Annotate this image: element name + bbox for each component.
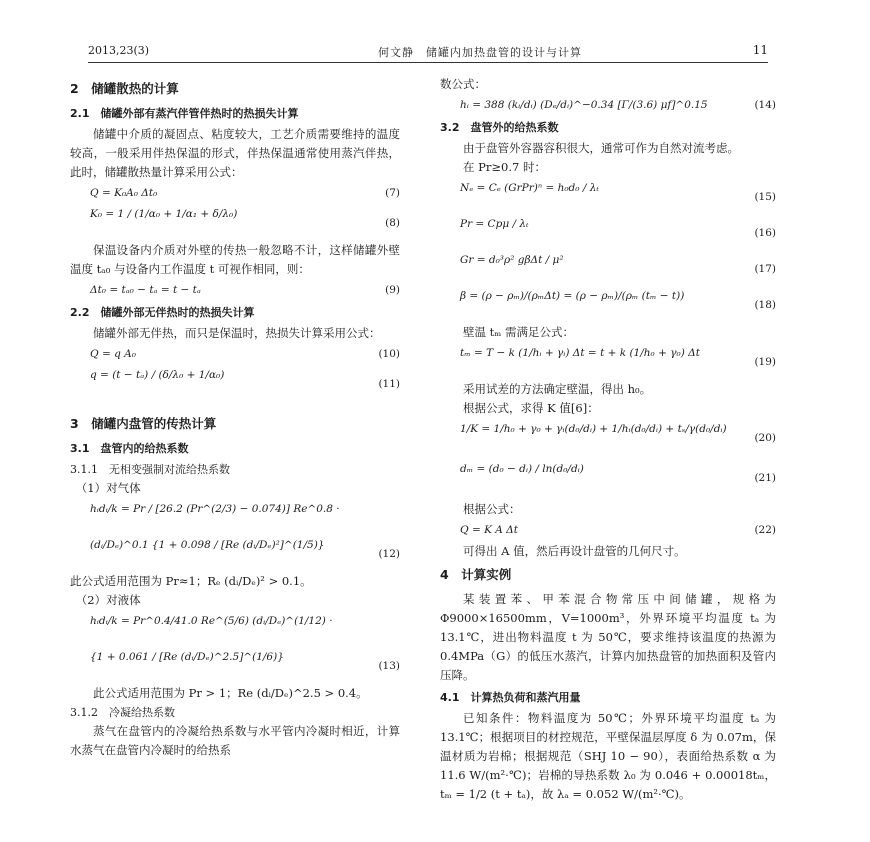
paragraph: 可得出 A 值，然后再设计盘管的几何尺寸。 — [463, 544, 686, 558]
left-column — [70, 75, 400, 760]
text-line: （1）对气体 — [70, 481, 141, 495]
equation-body: Q = K A Δt — [460, 524, 518, 536]
equation — [70, 184, 400, 203]
equation-body: Q = q A₀ — [90, 348, 136, 360]
equation — [440, 179, 776, 213]
equation-number: (8) — [385, 217, 400, 229]
equation — [70, 366, 400, 400]
section-heading: 3 储罐内盘管的传热计算 — [70, 416, 217, 431]
paragraph: 储罐外部无伴热，而只是保温时，热损失计算采用公式： — [93, 326, 381, 340]
equation — [70, 500, 400, 534]
section-heading: 4 计算实例 — [440, 567, 512, 582]
equation-body: Pr = Cpμ / λₜ — [460, 218, 529, 230]
equation-number: (10) — [378, 348, 400, 360]
equation-body: Gr = d₀³ρ² gβΔt / μ² — [460, 254, 564, 266]
paragraph: 此公式适用范围为 Pr > 1；Re (dᵢ/Dₑ)^2.5 > 0.4。 — [93, 686, 368, 700]
subsection-heading: 4.1 计算热负荷和蒸汽用量 — [440, 691, 581, 704]
equation-number: (15) — [754, 191, 776, 203]
right-column — [440, 75, 776, 804]
equation — [70, 612, 400, 646]
equation-body: Nₑ = Cₑ (GrPr)ⁿ = h₀d₀ / λₜ — [460, 182, 599, 194]
equation-number: (11) — [378, 378, 400, 390]
spacer — [70, 402, 400, 410]
equation-body: (dᵢ/Dₑ)^0.1 {1 + 0.098 / [Re (dᵢ/Dₑ)²]^(1/5)} — [90, 539, 325, 551]
paragraph: 由于盘管外容器容积很大，通常可作为自然对流考虑。 — [463, 141, 739, 155]
running-title: 何文静 储罐内加热盘管的设计与计算 — [378, 46, 582, 59]
equation-number: (21) — [754, 472, 776, 484]
subsection-heading: 2.2 储罐外部无伴热时的热损失计算 — [70, 306, 255, 319]
equation-number: (16) — [754, 227, 776, 239]
equation-number: (22) — [754, 524, 776, 536]
equation-number: (7) — [385, 187, 400, 199]
equation-number: (9) — [385, 284, 400, 296]
equation-body: Q = K₀A₀ Δt₀ — [90, 187, 158, 199]
paragraph: 根据公式： — [463, 502, 521, 516]
equation-number: (20) — [754, 432, 776, 444]
paragraph: 储罐中介质的凝固点、粘度较大，工艺介质需要维持的温度较高，一般采用伴热保温的形式，伴热保温通常使用蒸汽伴热，此时，储罐散热量计算采用公式： — [70, 127, 400, 179]
equation-number: (17) — [754, 263, 776, 275]
equation-body: hᵢdᵢ/k = Pr / [26.2 (Pr^(2/3) − 0.074)] Re^0.8 · — [90, 503, 340, 515]
subsection-heading: 3.1 盘管内的给热系数 — [70, 442, 189, 455]
equation — [70, 205, 400, 239]
journal-issue: 2013,23(3) — [88, 44, 150, 57]
equation-body: K₀ = 1 / (1/α₀ + 1/α₁ + δ/λ₀) — [90, 208, 238, 220]
equation-body: {1 + 0.061 / [Re (dᵢ/Dₑ)^2.5]^(1/6)} — [90, 651, 284, 663]
subsection-heading: 2.1 储罐外部有蒸汽伴管伴热时的热损失计算 — [70, 107, 299, 120]
subsubsection-heading: 3.1.2 冷凝给热系数 — [70, 706, 175, 719]
equation-body: hᵢ = 388 (kᵢ/dᵢ) (Dₑ/dᵢ)^−0.34 [Γ/(3.6) μf]^0.15 — [460, 99, 708, 111]
text-line: 数公式： — [440, 77, 486, 91]
equation — [440, 460, 776, 498]
equation — [70, 281, 400, 300]
equation-body: q = (t − tₐ) / (δ/λ₀ + 1/α₀) — [90, 369, 225, 381]
equation — [440, 215, 776, 249]
equation-body: β = (ρ − ρₘ)/(ρₘΔt) = (ρ − ρₘ)/(ρₘ (tₘ − t)) — [460, 290, 685, 302]
text-line: （2）对液体 — [70, 593, 141, 607]
equation — [440, 287, 776, 321]
equation — [440, 96, 776, 115]
paragraph: 在 Pr≥0.7 时： — [463, 160, 546, 174]
equation-number: (13) — [378, 660, 400, 672]
paragraph: 蒸气在盘管内的冷凝给热系数与水平管内冷凝时相近，计算水蒸气在盘管内冷凝时的给热系 — [70, 724, 400, 757]
equation-body: tₘ = T − k (1/hᵢ + γᵢ) Δt = t + k (1/h₀ + γ₀) Δt — [460, 347, 700, 359]
paragraph: 根据公式，求得 K 值[6]： — [463, 401, 599, 415]
paragraph: 某装置苯、甲苯混合物常压中间储罐，规格为 Φ9000×16500mm，V=1000m³，外界环境平均温度 tₐ 为 13.1℃，进出物料温度 t 为 50℃，要求维持该温度的热源为 0.4MPa（G）的低压水蒸汽，计算内加热盘管的加热面积及管内压降。 — [440, 592, 776, 682]
paragraph: 已知条件：物料温度为 50℃；外界环境平均温度 tₐ 为 13.1℃；根据项目的材控规范，平壁保温层厚度 δ 为 0.07m，保温材质为岩棉；根据规范（SHJ 10 − 90），表面给热系数 α 为 11.6 W/(m²·℃)；岩棉的导热系数 λ₀ 为 0.046 + 0.00018tₘ，tₘ = 1/2 (t + tₐ)，故 λₐ = 0.052 W/(m²·℃)。 — [440, 711, 776, 801]
equation — [440, 420, 776, 458]
equation-body: dₘ = (d₀ − dᵢ) / ln(d₀/dᵢ) — [460, 463, 584, 475]
subsection-heading: 3.2 盘管外的给热系数 — [440, 121, 559, 134]
section-heading: 2 储罐散热的计算 — [70, 81, 179, 96]
page-number: 11 — [752, 43, 768, 57]
equation-number: (14) — [754, 99, 776, 111]
equation — [440, 344, 776, 378]
equation — [440, 251, 776, 285]
paragraph: 保温设备内介质对外壁的传热一般忽略不计，这样储罐外壁温度 tₐ₀ 与设备内工作温度 t 可视作相同，则： — [70, 243, 400, 276]
paragraph: 壁温 tₘ 需满足公式： — [463, 325, 574, 339]
running-header — [88, 40, 768, 63]
equation-number: (12) — [378, 548, 400, 560]
equation — [70, 536, 400, 570]
subsubsection-heading: 3.1.1 无相变强制对流给热系数 — [70, 463, 230, 476]
equation — [440, 521, 776, 540]
text-line: 此公式适用范围为 Pr≈1；Rₑ (dᵢ/Dₑ)² > 0.1。 — [70, 574, 312, 588]
equation — [70, 648, 400, 682]
equation — [70, 345, 400, 364]
equation-number: (19) — [754, 356, 776, 368]
equation-body: Δt₀ = tₐ₀ − tₐ = t − tₐ — [90, 284, 201, 296]
equation-body: 1/K = 1/h₀ + γ₀ + γᵢ(d₀/dᵢ) + 1/hᵢ(d₀/dᵢ) + tₛ/γ(d₀/dᵢ) — [460, 423, 727, 435]
paragraph: 采用试差的方法确定壁温，得出 h₀。 — [463, 382, 652, 396]
equation-number: (18) — [754, 299, 776, 311]
equation-body: hᵢdᵢ/k = Pr^0.4/41.0 Re^(5/6) (dᵢ/Dₑ)^(1/12) · — [90, 615, 333, 627]
